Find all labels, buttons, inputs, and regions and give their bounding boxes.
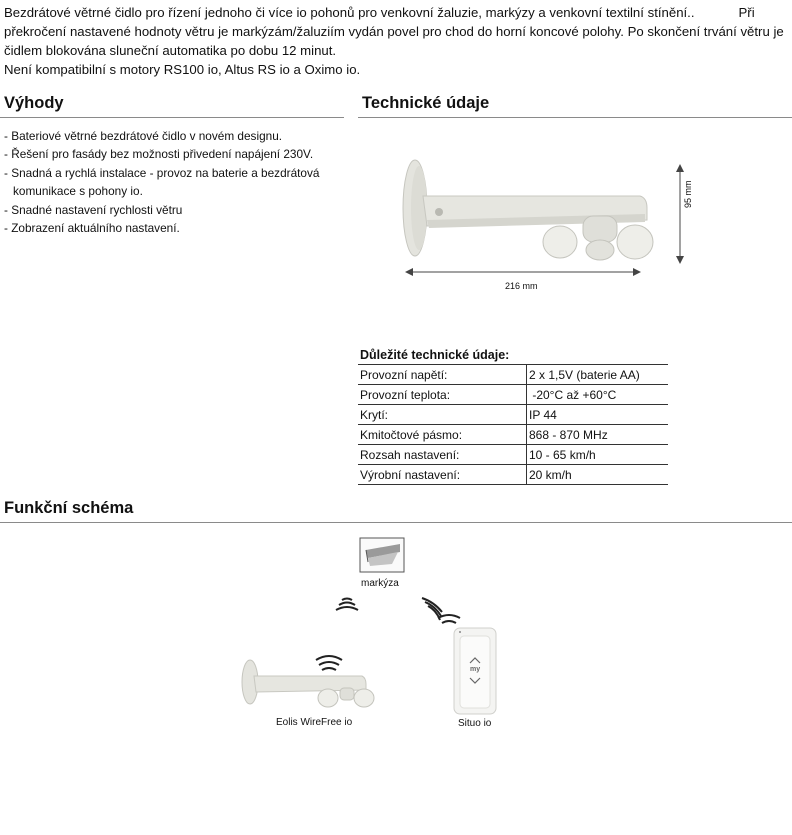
schema-heading: Funkční schéma [4,499,134,517]
benefits-list [4,127,344,237]
intro-line-3: čidlem blokována sluneční automatika po dobu 12 minut. [4,43,337,58]
remote-my-label: my [470,666,481,673]
intro-line-4: Není kompatibilní s motory RS100 io, Altus RS io a Oximo io. [4,62,361,77]
spec-value: 20 km/h [527,465,669,485]
spec-value: 868 - 870 MHz [527,425,669,445]
benefit-item: komunikace s pohony io. [13,184,143,199]
table-row [358,385,668,405]
awning-label: markýza [361,578,399,589]
sensor-product-image [395,150,725,300]
intro-paragraph [4,3,784,79]
intro-line-1: Bezdrátové větrné čidlo pro řízení jednoho či více io pohonů pro venkovní žaluzie, markýzy a venkovní textilní stínění.. Při [4,5,755,20]
table-row [358,425,668,445]
spec-value: IP 44 [527,405,669,425]
table-row [358,465,668,485]
spec-label: Výrobní nastavení: [358,465,527,485]
spec-label: Kmitočtové pásmo: [358,425,527,445]
benefit-item: - Snadná a rychlá instalace - provoz na baterie a bezdrátová [4,165,320,180]
table-row [358,365,668,385]
spec-label: Provozní napětí: [358,365,527,385]
spec-value: 2 x 1,5V (baterie AA) [527,365,669,385]
spec-label: Provozní teplota: [358,385,527,405]
schema-heading-rule [0,522,792,523]
sensor-dimension-drawing [395,150,725,300]
tech-heading: Technické údaje [362,94,490,112]
spec-value: -20°C až +60°C [527,385,669,405]
tech-specs [358,346,668,485]
benefits-heading-rule [0,117,344,118]
width-dimension-label: 216 mm [505,281,538,291]
signal-waves-icon [336,599,358,611]
table-row [358,445,668,465]
wind-sensor-icon [242,660,374,707]
benefit-item: - Bateriové větrné bezdrátové čidlo v novém designu. [4,129,283,143]
intro-line-2: překročení nastavené hodnoty větru je markýzám/žaluziím vydán povel pro chod do horní koncové polohy. Po skončení trvání větru je [4,24,784,39]
benefit-item: - Řešení pro fasády bez možnosti přivedení napájení 230V. [4,147,314,162]
spec-label: Krytí: [358,405,527,425]
tech-specs-title: Důležité technické údaje: [360,348,510,362]
sensor-label: Eolis WireFree io [276,717,353,728]
awning-icon [360,538,404,572]
spec-value: 10 - 65 km/h [527,445,669,465]
tech-heading-rule [358,117,792,118]
functional-schema [230,532,530,752]
benefit-item: - Zobrazení aktuálního nastavení. [4,221,180,236]
height-dimension-label: 95 mm [683,180,693,208]
benefit-item: - Snadné nastavení rychlosti větru [4,202,183,217]
benefits-heading: Výhody [4,94,64,112]
signal-waves-icon [438,615,460,623]
tech-specs-table [358,364,668,485]
signal-waves-icon [316,656,342,670]
remote-label: Situo io [458,718,492,729]
spec-label: Rozsah nastavení: [358,445,527,465]
table-row [358,405,668,425]
